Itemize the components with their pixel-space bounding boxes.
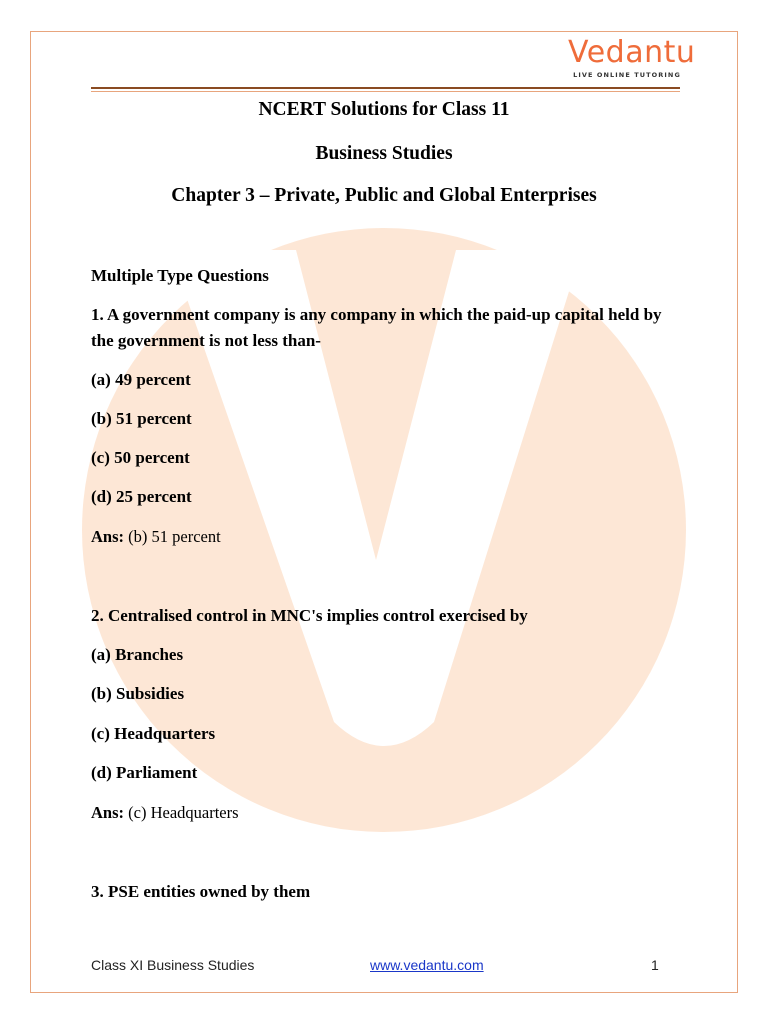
question-1-line-2: the government is not less than- [91, 331, 321, 350]
logo-tagline: LIVE ONLINE TUTORING [573, 71, 681, 79]
q1-option-a: (a) 49 percent [91, 370, 191, 389]
q1-option-d: (d) 25 percent [91, 487, 192, 506]
q2-option-c: (c) Headquarters [91, 724, 216, 743]
question-2-line-1: 2. Centralised control in MNC's implies control exercised by [91, 606, 528, 625]
footer-page-number: 1 [651, 957, 659, 973]
section-heading: Multiple Type Questions [91, 266, 269, 285]
q2-option-a: (a) Branches [91, 645, 184, 664]
doc-subject: Business Studies [315, 143, 453, 164]
header-rule [91, 87, 680, 92]
logo-wordmark: Vedantu [568, 35, 696, 70]
q1-answer-label: Ans: [91, 527, 125, 546]
q2-answer-text: (c) Headquarters [124, 803, 239, 822]
footer-website-link[interactable]: www.vedantu.com [370, 957, 484, 973]
vedantu-logo[interactable] [568, 35, 696, 79]
q2-option-b: (b) Subsidies [91, 684, 185, 703]
question-1-line-1: 1. A government company is any company in which the paid-up capital held by [91, 305, 662, 324]
q2-option-d: (d) Parliament [91, 763, 198, 782]
doc-title: NCERT Solutions for Class 11 [258, 99, 510, 120]
q2-answer-label: Ans: [91, 803, 125, 822]
q1-option-b: (b) 51 percent [91, 409, 192, 428]
q1-answer [91, 527, 221, 547]
q1-answer-text: (b) 51 percent [124, 527, 221, 546]
doc-chapter: Chapter 3 – Private, Public and Global Enterprises [171, 185, 597, 206]
question-3-line-1: 3. PSE entities owned by them [91, 882, 311, 901]
q2-answer [91, 803, 239, 823]
footer-class-label: Class XI Business Studies [91, 957, 255, 973]
q1-option-c: (c) 50 percent [91, 448, 190, 467]
